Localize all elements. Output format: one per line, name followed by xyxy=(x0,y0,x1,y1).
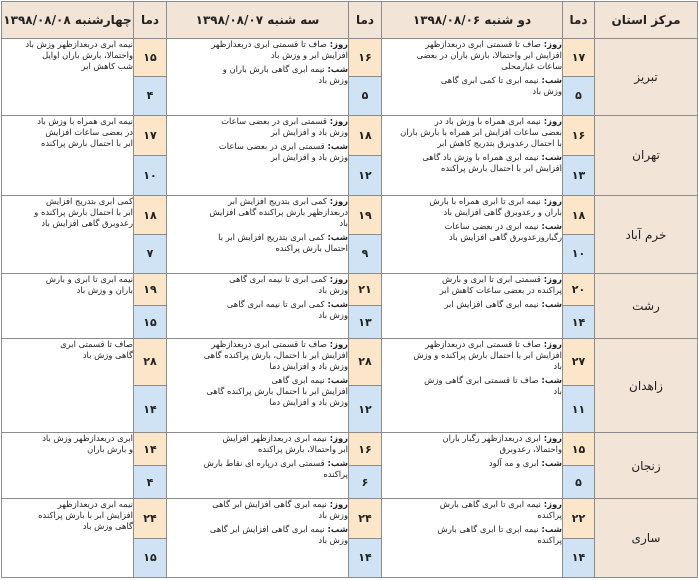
forecast-detail xyxy=(382,499,563,578)
temp-night: ۱۰ xyxy=(563,235,595,274)
day-forecast-line: وزش باد xyxy=(318,510,348,521)
forecast-text xyxy=(2,273,134,338)
temp-night: ۱۴ xyxy=(563,538,595,577)
day-forecast-label: روز: xyxy=(540,499,562,510)
day-forecast-line: روز: صاف تا قسمتی ابری دربعدازظهر xyxy=(211,39,348,49)
night-forecast-line: وزش باد و افزایش ابر xyxy=(270,151,348,162)
night-forecast-label: شب: xyxy=(538,458,562,469)
city-name: ساری xyxy=(595,499,698,578)
day-forecast-line: پراکنده در بعضی ساعات کاهش ابر xyxy=(439,284,562,295)
header-row xyxy=(2,2,698,39)
forecast-line: نیمه ابری دربعدازظهر وزش باد xyxy=(25,39,133,49)
temp-night: ۱۴ xyxy=(134,386,167,433)
day-forecast-label: روز: xyxy=(326,338,348,349)
forecast-line: نیمه ابری همراه با وزش باد xyxy=(37,115,133,126)
day-forecast-line: روز: صاف تا قسمتی ابری دربعدازظهر xyxy=(425,39,562,49)
temp-day: ۲۱ xyxy=(349,273,382,306)
night-forecast-label: شب: xyxy=(324,298,348,309)
city-row xyxy=(2,273,698,306)
night-forecast-line: پراکنده xyxy=(537,535,562,546)
day-forecast-label: روز: xyxy=(326,273,348,284)
forecast-detail xyxy=(167,196,349,274)
temp-day: ۱۸ xyxy=(563,196,595,235)
forecast-table xyxy=(1,1,698,578)
night-forecast-label: شب: xyxy=(324,140,348,151)
temp-day: ۱۶ xyxy=(563,115,595,155)
day-forecast-line: ابر واحتمالا، بارش پراکنده xyxy=(258,444,348,455)
day-forecast-label: روز: xyxy=(540,338,562,349)
forecast-detail xyxy=(167,338,349,432)
night-forecast-line: شب: ابری و مه آلود xyxy=(488,458,562,469)
forecast-detail xyxy=(382,273,563,338)
day-forecast-line: واحتمالا، رعدوبرق xyxy=(499,444,562,455)
temp-night: ۶ xyxy=(349,466,382,499)
city-name: تهران xyxy=(595,115,698,196)
forecast-detail xyxy=(167,115,349,196)
forecast-detail xyxy=(167,39,349,116)
night-forecast-line: شب: نیمه ابری در بعضی ساعات xyxy=(444,221,562,232)
night-forecast-line: وزش باد xyxy=(318,535,348,546)
forecast-line: ابری دربعدازظهر وزش باد xyxy=(42,433,133,444)
city-row xyxy=(2,338,698,385)
forecast-line: نیمه ابری تا ابری و بارش xyxy=(45,273,133,284)
day-forecast-label: روز: xyxy=(540,433,562,444)
night-forecast-line: شب: نیمه ابری گاهی افزایش ابر xyxy=(444,298,562,309)
city-name: تبریز xyxy=(595,39,698,116)
day-forecast-line: روز: قسمتی ابری تا ابری و بارش xyxy=(441,273,562,284)
temp-day: ۲۸ xyxy=(349,338,382,385)
night-forecast-line: رگبارورعدوبرق گاهی افزایش باد xyxy=(449,232,562,243)
night-forecast-label: شب: xyxy=(324,458,348,469)
night-forecast-line: احتمال بارش پراکنده xyxy=(275,243,348,254)
night-forecast-line: شب: نیمه ابری تا ابری گاهی بارش xyxy=(437,524,562,535)
forecast-detail xyxy=(382,433,563,499)
forecast-line: در بعضی ساعات افزایش xyxy=(45,126,133,137)
city-name: زنجان xyxy=(595,433,698,499)
temp-day: ۲۸ xyxy=(134,338,167,385)
temp-day: ۱۵ xyxy=(134,39,167,77)
night-forecast-line: شب: کمی ابری تا نیمه ابری گاهی xyxy=(226,298,348,309)
day-forecast-line: باد xyxy=(339,218,348,229)
city-name: خرم آباد xyxy=(595,196,698,274)
night-forecast-line: افزایش ابر با احتمال بارش پراکنده xyxy=(441,162,562,173)
temp-day: ۱۵ xyxy=(563,433,595,466)
day-forecast-line: روز: کمی ابری تا نیمه ابری گاهی xyxy=(229,273,348,284)
day-forecast-line: افزایش ابر با احتمال، بارش پراکنده گاهی xyxy=(203,349,348,360)
temp-day: ۲۰ xyxy=(563,273,595,306)
header-day2: سه شنبه ۱۳۹۸/۰۸/۰۷ xyxy=(167,2,349,39)
forecast-text xyxy=(2,433,134,499)
temp-day: ۲۴ xyxy=(134,499,167,538)
forecast-detail xyxy=(167,273,349,338)
day-forecast-label: روز: xyxy=(540,273,562,284)
night-forecast-label: شب: xyxy=(538,75,562,85)
night-forecast-line: شب: نیمه ابری همراه با وزش باد گاهی xyxy=(422,151,562,162)
night-forecast-label: شب: xyxy=(324,524,348,535)
forecast-line: افزایش ابر با بارش پراکنده xyxy=(38,510,133,521)
day-forecast-line: روز: صاف تا قسمتی ابری دربعدازظهر xyxy=(425,338,562,349)
day-forecast-line: باران و رعدوبرق گاهی افزایش باد xyxy=(443,207,562,218)
day-forecast-line: افزایش ابر با احتمال بارش پراکنده و وزش xyxy=(413,349,562,360)
city-row xyxy=(2,196,698,235)
temp-night: ۱۱ xyxy=(563,386,595,433)
forecast-text xyxy=(2,196,134,274)
day-forecast-label: روز: xyxy=(326,115,348,126)
night-forecast-line: شب: نیمه ابری گاهی xyxy=(271,374,348,385)
forecast-text xyxy=(2,499,134,578)
forecast-detail xyxy=(382,338,563,432)
day-forecast-line: روز: نیمه ابری دربعدازظهر افزایش xyxy=(222,433,348,444)
temp-day: ۱۶ xyxy=(349,433,382,466)
day-forecast-line: وزش باد و افزایش ابر xyxy=(270,126,348,137)
city-name: زاهدان xyxy=(595,338,698,432)
temp-night: ۱۳ xyxy=(563,155,595,195)
forecast-detail xyxy=(167,433,349,499)
night-forecast-label: شب: xyxy=(324,374,348,385)
forecast-line: کمی ابری بتدریج افزایش xyxy=(46,196,133,207)
day-forecast-line: روز: نیمه ابری گاهی افزایش ابر گاهی xyxy=(212,499,348,510)
temp-day: ۱۶ xyxy=(349,39,382,77)
city-row xyxy=(2,39,698,77)
day-forecast-line: روز: صاف تا قسمتی ابری دربعدازظهر xyxy=(211,338,348,349)
night-forecast-line: وزش باد و افزایش دما xyxy=(269,396,348,407)
night-forecast-label: شب: xyxy=(538,151,562,162)
forecast-line: باران و وزش باد xyxy=(76,284,133,295)
temp-night: ۵ xyxy=(563,466,595,499)
forecast-line: شب کاهش ابر xyxy=(81,61,133,71)
forecast-detail xyxy=(167,499,349,578)
night-forecast-line: وزش باد xyxy=(318,75,348,85)
temp-day: ۱۸ xyxy=(134,196,167,235)
night-forecast-label: شب: xyxy=(538,221,562,232)
day-forecast-label: روز: xyxy=(540,39,562,49)
night-forecast-line: وزش باد xyxy=(532,86,562,96)
forecast-line: گاهی وزش باد xyxy=(82,349,133,360)
header-province: مرکز استان xyxy=(595,2,698,39)
header-temp: دما xyxy=(563,2,595,39)
forecast-line: رعدوبرق گاهی افزایش باد xyxy=(41,218,133,229)
day-forecast-label: روز: xyxy=(326,39,348,49)
city-row xyxy=(2,499,698,538)
city-name: رشت xyxy=(595,273,698,338)
temp-day: ۲۲ xyxy=(563,499,595,538)
temp-day: ۱۸ xyxy=(349,115,382,155)
temp-night: ۵ xyxy=(563,77,595,115)
night-forecast-label: شب: xyxy=(324,64,348,74)
day-forecast-line: روز: قسمتی ابری در بعضی ساعات xyxy=(221,115,348,126)
night-forecast-line: شب: نیمه ابری تا کمی ابری گاهی xyxy=(440,75,562,85)
night-forecast-line: افزایش ابر با احتمال بارش پراکنده گاهی xyxy=(206,385,348,396)
day-forecast-line: وزش باد و افزایش دما xyxy=(269,360,348,371)
night-forecast-line: شب: قسمتی ابری در بعضی ساعات xyxy=(218,140,348,151)
day-forecast-label: روز: xyxy=(326,196,348,207)
forecast-detail xyxy=(382,115,563,196)
day-forecast-line: پراکنده xyxy=(537,510,562,521)
forecast-detail xyxy=(382,196,563,274)
header-temp: دما xyxy=(349,2,382,39)
day-forecast-line: افزایش ابر و وزش باد xyxy=(270,50,348,60)
night-forecast-label: شب: xyxy=(538,374,562,385)
day-forecast-line: بعضی ساعات افزایش ابر همراه با بارش باران xyxy=(400,126,562,137)
forecast-line: گاهی وزش باد xyxy=(82,521,133,532)
temp-day: ۲۷ xyxy=(563,338,595,385)
forecast-line: و بارش باران xyxy=(87,444,133,455)
night-forecast-line: شب: قسمتی ابری درپاره ای نقاط بارش xyxy=(203,458,348,469)
day-forecast-label: روز: xyxy=(326,433,348,444)
day-forecast-line: روز: نیمه ابری تا ابری همراه با بارش xyxy=(429,196,562,207)
day-forecast-line: وزش باد xyxy=(318,284,348,295)
forecast-text xyxy=(2,115,134,196)
night-forecast-line: شب: کمی ابری بتدریج افزایش ابر با xyxy=(218,232,348,243)
temp-day: ۱۷ xyxy=(134,115,167,155)
night-forecast-line: وزش باد xyxy=(318,309,348,320)
temp-night: ۷ xyxy=(134,235,167,274)
temp-day: ۱۹ xyxy=(349,196,382,235)
forecast-line: نیمه ابری دربعدازظهر xyxy=(57,499,133,510)
temp-night: ۵ xyxy=(349,77,382,115)
night-forecast-line: باد xyxy=(553,385,562,396)
header-temp: دما xyxy=(134,2,167,39)
day-forecast-line: روز: ابری دربعدازظهر رگبار باران xyxy=(442,433,562,444)
day-forecast-label: روز: xyxy=(540,196,562,207)
day-forecast-line: روز: نیمه ابری همراه با وزش باد در xyxy=(434,115,562,126)
day-forecast-line: روز: نیمه ابری تا ابری گاهی بارش xyxy=(439,499,562,510)
temp-night: ۱۲ xyxy=(349,155,382,195)
night-forecast-label: شب: xyxy=(324,232,348,243)
night-forecast-line: شب: نیمه ابری گاهی افزایش ابر گاهی xyxy=(209,524,348,535)
temp-day: ۱۹ xyxy=(134,273,167,306)
forecast-detail xyxy=(382,39,563,116)
temp-night: ۱۴ xyxy=(563,306,595,339)
night-forecast-line: پراکنده xyxy=(323,469,348,480)
forecast-text xyxy=(2,39,134,116)
day-forecast-label: روز: xyxy=(326,499,348,510)
night-forecast-line: شب: نیمه ابری گاهی بارش باران و xyxy=(222,64,348,74)
forecast-body xyxy=(2,39,698,578)
temp-night: ۱۲ xyxy=(349,386,382,433)
day-forecast-line: با احتمال رعدوبرق بتدریج کاهش ابر xyxy=(437,137,562,148)
temp-day: ۱۷ xyxy=(563,39,595,77)
day-forecast-line: باد xyxy=(553,360,562,371)
temp-night: ۱۵ xyxy=(134,306,167,339)
forecast-line: واحتمالا، بارش باران اوایل xyxy=(42,50,133,60)
city-row xyxy=(2,433,698,466)
header-day1: دو شنبه ۱۳۹۸/۰۸/۰۶ xyxy=(382,2,563,39)
temp-night: ۱۵ xyxy=(134,538,167,577)
forecast-line: صاف تا قسمتی ابری xyxy=(60,338,133,349)
day-forecast-line: ساعات غبارمحلی xyxy=(501,61,562,71)
day-forecast-line: روز: کمی ابری بتدریج افزایش ابر xyxy=(227,196,348,207)
temp-night: ۹ xyxy=(349,235,382,274)
night-forecast-label: شب: xyxy=(538,298,562,309)
temp-day: ۱۴ xyxy=(134,433,167,466)
header-day3: چهارشنبه ۱۳۹۸/۰۸/۰۸ xyxy=(2,2,134,39)
temp-night: ۱۰ xyxy=(134,155,167,195)
temp-day: ۲۴ xyxy=(349,499,382,538)
temp-night: ۴ xyxy=(134,77,167,115)
temp-night: ۴ xyxy=(134,466,167,499)
day-forecast-label: روز: xyxy=(540,115,562,126)
temp-night: ۱۳ xyxy=(349,306,382,339)
forecast-text xyxy=(2,338,134,432)
forecast-line: ابر با احتمال بارش پراکنده و xyxy=(34,207,133,218)
day-forecast-line: دربعدازظهر بارش پراکنده گاهی افزایش xyxy=(209,207,348,218)
city-row xyxy=(2,115,698,155)
temp-night: ۱۴ xyxy=(349,538,382,577)
forecast-line: ابر با احتمال بارش پراکنده xyxy=(40,137,133,148)
night-forecast-label: شب: xyxy=(538,524,562,535)
night-forecast-line: شب: صاف تا قسمتی ابری گاهی وزش xyxy=(424,374,562,385)
day-forecast-line: افزایش ابر واحتمالا، بارش باران در بعضی xyxy=(416,50,562,60)
